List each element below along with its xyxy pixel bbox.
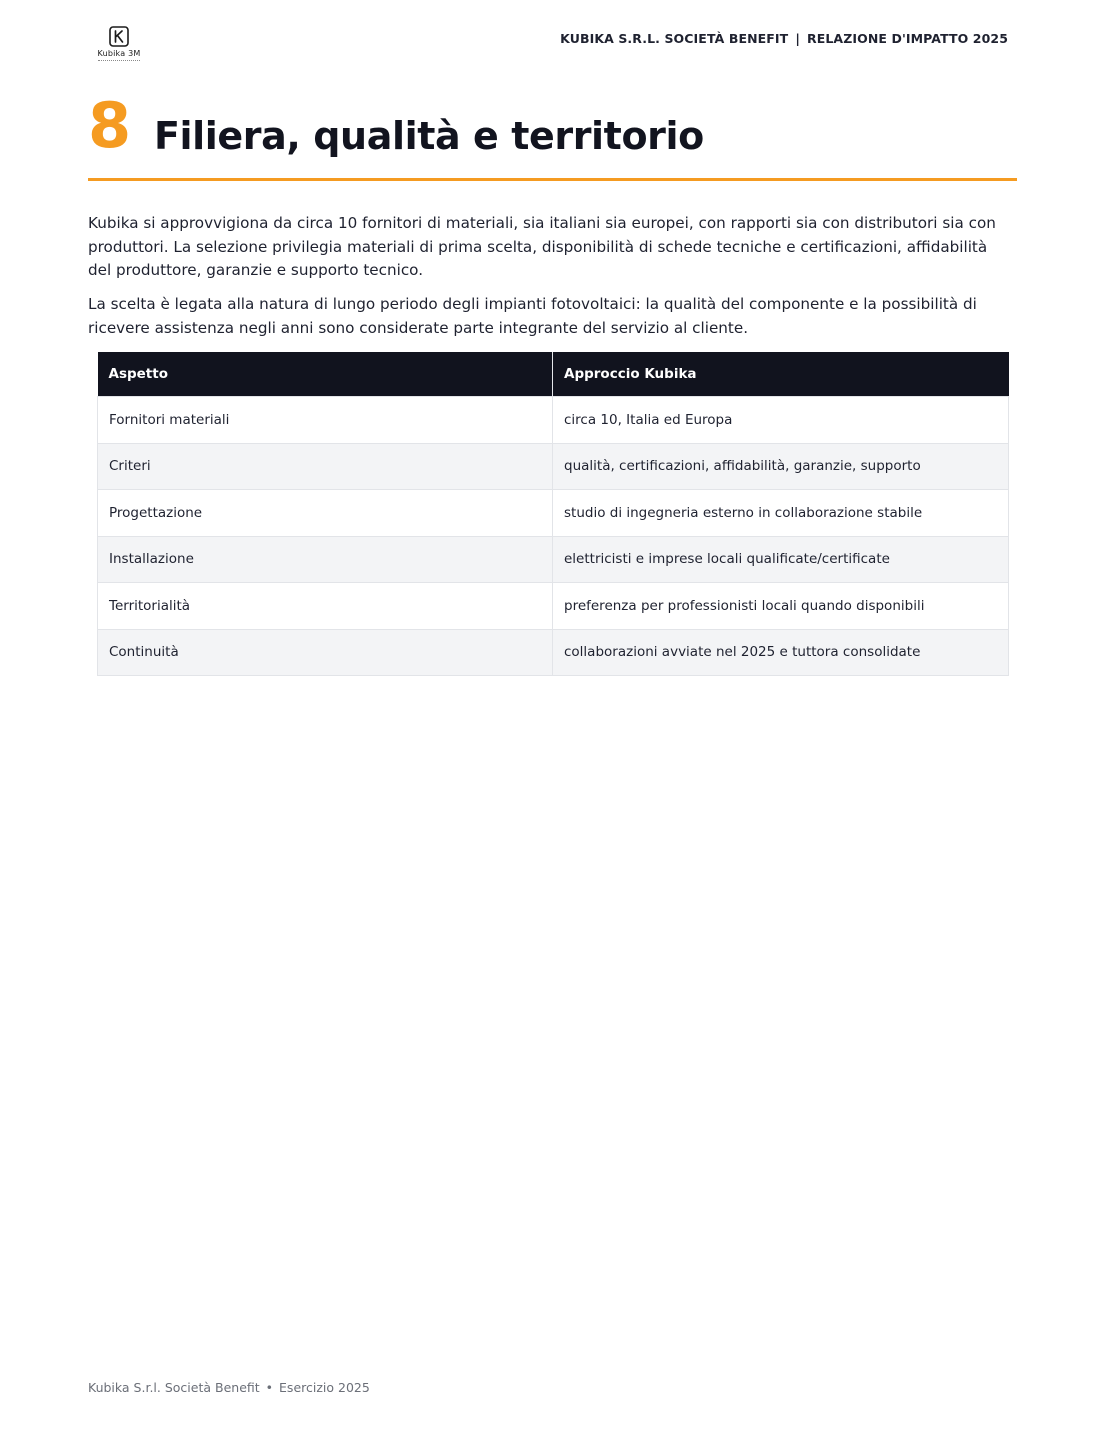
table-row [98, 536, 1009, 583]
table-cell-approach: collaborazioni avviate nel 2025 e tuttora consolidate [553, 629, 1009, 676]
table-cell-approach: elettricisti e imprese locali qualificate/certificate [553, 536, 1009, 583]
column-header-approccio: Approccio Kubika [553, 352, 1009, 397]
table-cell-approach: preferenza per professionisti locali quando disponibili [553, 583, 1009, 630]
table-header-row [98, 352, 1009, 397]
running-header [560, 31, 1008, 46]
table-cell-aspect: Progettazione [98, 490, 553, 537]
table-cell-approach: studio di ingegneria esterno in collaborazione stabile [553, 490, 1009, 537]
supply-chain-table [97, 352, 1009, 676]
column-header-aspetto: Aspetto [98, 352, 553, 397]
header-report-title: RELAZIONE D'IMPATTO 2025 [806, 31, 1008, 46]
body-paragraph-suppliers: Kubika si approvvigiona da circa 10 fornitori di materiali, sia italiani sia europei, con rapporti sia con distributori sia con produttori. La selezione privilegia materiali di prima scelta, disponibilità di schede tecniche e certificazioni, affidabilità del produttore, garanzie e supporto tecnico. [88, 214, 996, 279]
table-cell-aspect: Installazione [98, 536, 553, 583]
company-logo [96, 26, 142, 66]
title-underline [88, 178, 1017, 181]
table-cell-approach: qualità, certificazioni, affidabilità, garanzie, supporto [553, 443, 1009, 490]
logo-wordmark: Kubika 3M [97, 49, 141, 58]
body-paragraph-quality: La scelta è legata alla natura di lungo periodo degli impianti fotovoltaici: la qualità del componente e la possibilità di ricevere assistenza negli anni sono considerate parte integrante del servizio al cliente. [88, 295, 977, 337]
section-title: Filiera, qualità e territorio [154, 114, 704, 158]
header-separator: | [795, 31, 800, 46]
table-cell-aspect: Criteri [98, 443, 553, 490]
footer-separator: • [265, 1380, 274, 1395]
table-row [98, 443, 1009, 490]
table-row [98, 629, 1009, 676]
page-footer [88, 1380, 370, 1395]
table-row [98, 583, 1009, 630]
table-cell-aspect: Territorialità [98, 583, 553, 630]
table-row [98, 397, 1009, 444]
section-number: 8 [88, 89, 132, 162]
table-cell-approach: circa 10, Italia ed Europa [553, 397, 1009, 444]
logo-tagline-decoration [98, 60, 140, 62]
kubika-k-icon [109, 26, 129, 47]
footer-year: Esercizio 2025 [279, 1380, 370, 1395]
table-cell-aspect: Continuità [98, 629, 553, 676]
footer-company: Kubika S.r.l. Società Benefit [88, 1380, 260, 1395]
table-row [98, 490, 1009, 537]
header-company: KUBIKA S.R.L. SOCIETÀ BENEFIT [560, 31, 789, 46]
table-cell-aspect: Fornitori materiali [98, 397, 553, 444]
